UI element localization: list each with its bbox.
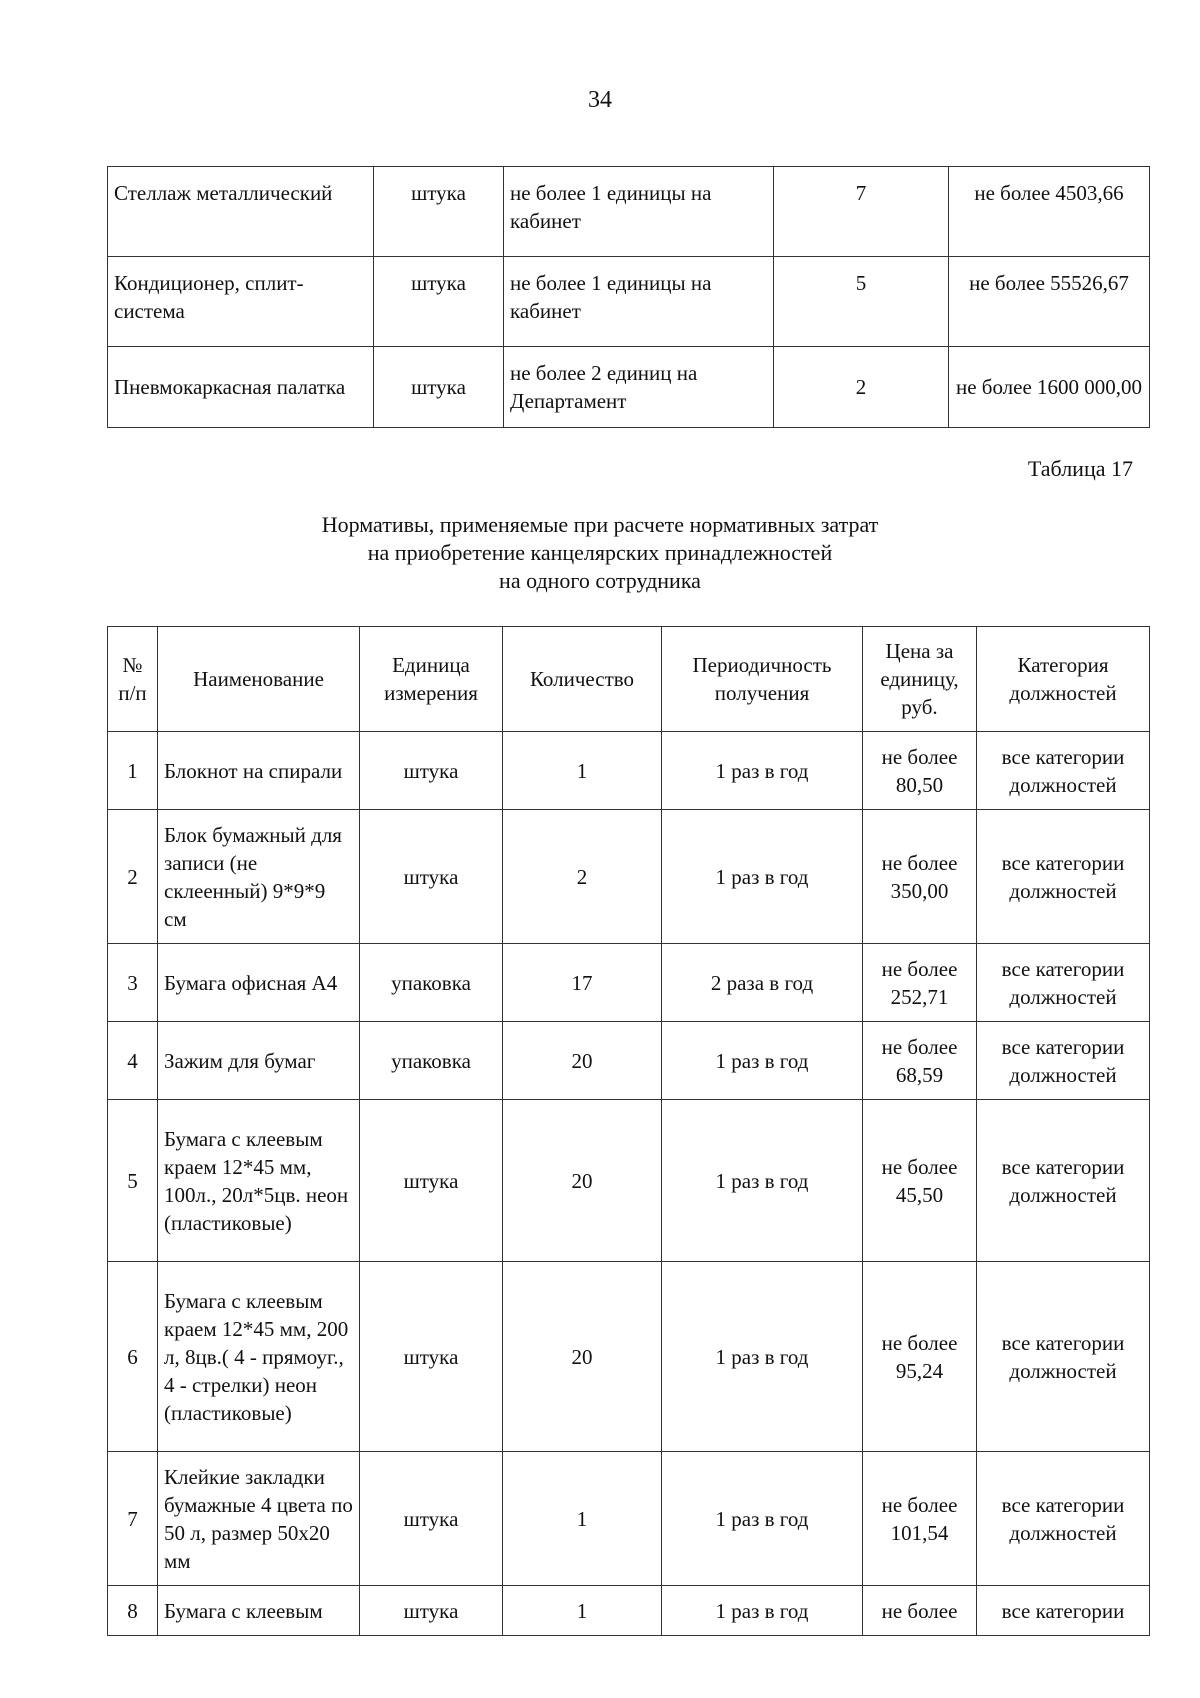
cell-name: Зажим для бумаг [158, 1022, 360, 1100]
table-title-line-1: Нормативы, применяемые при расчете нормативных затрат [321, 512, 879, 537]
cell-unit: упаковка [360, 944, 503, 1022]
cell-price: не более 95,24 [863, 1262, 977, 1452]
cell-category: все категории должностей [977, 944, 1150, 1022]
cell-unit: штука [360, 732, 503, 810]
table-row [108, 347, 1150, 428]
page-number: 34 [588, 87, 612, 113]
cell-period: 1 раз в год [662, 1262, 863, 1452]
header-qty: Количество [503, 627, 662, 732]
cell-unit: штука [360, 1452, 503, 1586]
cell-price: не более 350,00 [863, 810, 977, 944]
cell-qty: 7 [774, 167, 949, 257]
cell-period: 1 раз в год [662, 732, 863, 810]
cell-period: 1 раз в год [662, 1452, 863, 1586]
cell-name: Бумага с клеевым [158, 1586, 360, 1636]
cell-unit: штука [374, 257, 504, 347]
header-name: Наименование [158, 627, 360, 732]
cell-unit: штука [374, 167, 504, 257]
cell-num: 8 [108, 1586, 158, 1636]
cell-num: 2 [108, 810, 158, 944]
cell-unit: штука [360, 810, 503, 944]
cell-category: все категории должностей [977, 1100, 1150, 1262]
cell-price: не более 68,59 [863, 1022, 977, 1100]
cell-norm: не более 1 единицы на кабинет [504, 257, 774, 347]
table-row [108, 1452, 1150, 1586]
cell-unit: штука [374, 347, 504, 428]
cell-qty: 2 [503, 810, 662, 944]
header-price: Цена за единицу, руб. [863, 627, 977, 732]
cell-norm: не более 1 единицы на кабинет [504, 167, 774, 257]
cell-norm: не более 2 единиц на Департамент [504, 347, 774, 428]
cell-period: 1 раз в год [662, 810, 863, 944]
table-row [108, 1022, 1150, 1100]
cell-unit: упаковка [360, 1022, 503, 1100]
table-row [108, 1262, 1150, 1452]
cell-num: 3 [108, 944, 158, 1022]
table-label: Таблица 17 [1027, 456, 1133, 481]
cell-price: не более 55526,67 [949, 257, 1150, 347]
header-unit: Единица измерения [360, 627, 503, 732]
cell-name: Блокнот на спирали [158, 732, 360, 810]
cell-name: Бумага с клеевым краем 12*45 мм, 100л., 20л*5цв. неон (пластиковые) [158, 1100, 360, 1262]
cell-qty: 20 [503, 1262, 662, 1452]
cell-category: все категории [977, 1586, 1150, 1636]
cell-price: не более [863, 1586, 977, 1636]
header-period: Периодичность получения [662, 627, 863, 732]
cell-price: не более 252,71 [863, 944, 977, 1022]
cell-qty: 20 [503, 1022, 662, 1100]
equipment-norms-table-body [108, 167, 1150, 428]
cell-name: Бумага с клеевым краем 12*45 мм, 200 л, 8цв.( 4 - прямоуг., 4 - стрелки) неон (пластиковые) [158, 1262, 360, 1452]
cell-num: 7 [108, 1452, 158, 1586]
table-header-row [108, 627, 1150, 732]
cell-price: не более 45,50 [863, 1100, 977, 1262]
cell-category: все категории должностей [977, 732, 1150, 810]
cell-period: 1 раз в год [662, 1586, 863, 1636]
cell-period: 1 раз в год [662, 1100, 863, 1262]
table-row [108, 1586, 1150, 1636]
cell-qty: 17 [503, 944, 662, 1022]
header-num: № п/п [108, 627, 158, 732]
table-row [108, 810, 1150, 944]
cell-name: Стеллаж металлический [108, 167, 374, 257]
cell-name: Бумага офисная А4 [158, 944, 360, 1022]
cell-num: 1 [108, 732, 158, 810]
cell-name: Кондиционер, сплит-система [108, 257, 374, 347]
cell-qty: 1 [503, 732, 662, 810]
table-title-line-2: на приобретение канцелярских принадлежностей [367, 540, 833, 565]
cell-unit: штука [360, 1586, 503, 1636]
cell-num: 4 [108, 1022, 158, 1100]
table-title-line-3: на одного сотрудника [499, 568, 701, 593]
cell-unit: штука [360, 1100, 503, 1262]
cell-num: 5 [108, 1100, 158, 1262]
table-row [108, 257, 1150, 347]
table-row [108, 732, 1150, 810]
stationery-norms-table [107, 626, 1150, 1636]
table-title [200, 511, 1000, 595]
cell-price: не более 80,50 [863, 732, 977, 810]
equipment-norms-table [107, 166, 1150, 428]
cell-qty: 5 [774, 257, 949, 347]
cell-num: 6 [108, 1262, 158, 1452]
cell-name: Пневмокаркасная палатка [108, 347, 374, 428]
table-row [108, 944, 1150, 1022]
cell-qty: 2 [774, 347, 949, 428]
header-category: Категория должностей [977, 627, 1150, 732]
stationery-norms-table-body [108, 732, 1150, 1636]
cell-qty: 1 [503, 1452, 662, 1586]
cell-category: все категории должностей [977, 810, 1150, 944]
table-row [108, 167, 1150, 257]
cell-qty: 20 [503, 1100, 662, 1262]
cell-category: все категории должностей [977, 1452, 1150, 1586]
cell-name: Блок бумажный для записи (не склеенный) 9*9*9 см [158, 810, 360, 944]
cell-price: не более 1600 000,00 [949, 347, 1150, 428]
cell-category: все категории должностей [977, 1022, 1150, 1100]
cell-category: все категории должностей [977, 1262, 1150, 1452]
cell-qty: 1 [503, 1586, 662, 1636]
cell-name: Клейкие закладки бумажные 4 цвета по 50 л, размер 50х20 мм [158, 1452, 360, 1586]
cell-period: 1 раз в год [662, 1022, 863, 1100]
cell-unit: штука [360, 1262, 503, 1452]
cell-price: не более 4503,66 [949, 167, 1150, 257]
cell-period: 2 раза в год [662, 944, 863, 1022]
cell-price: не более 101,54 [863, 1452, 977, 1586]
table-row [108, 1100, 1150, 1262]
